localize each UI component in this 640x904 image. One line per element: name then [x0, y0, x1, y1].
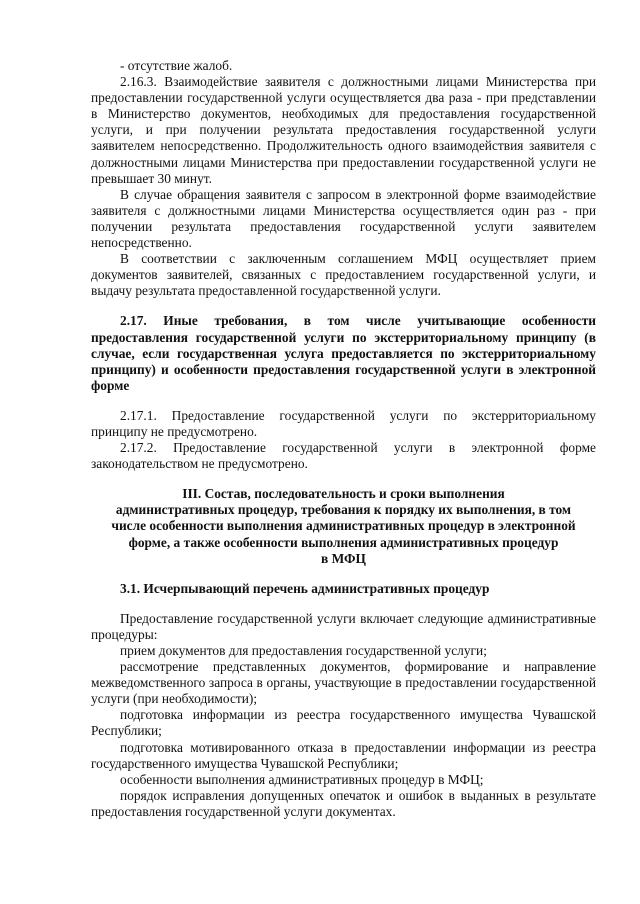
- paragraph-2-17-2: 2.17.2. Предоставление государственной услуги в электронной форме законодательством не предусмотрено.: [91, 440, 596, 472]
- document-page: [91, 58, 596, 820]
- list-item: порядок исправления допущенных опечаток и ошибок в выданных в результате предоставления государственной услуги документах.: [91, 787, 596, 819]
- list-item: особенности выполнения административных процедур в МФЦ;: [120, 771, 484, 787]
- section-iii-title-line: в МФЦ: [321, 550, 366, 566]
- section-iii-title-line: административных процедур, требования к порядку их выполнения, в том: [115, 502, 572, 518]
- paragraph-2-16-3: 2.16.3. Взаимодействие заявителя с должностными лицами Министерства при предоставлении государственной услуги осуществляется два раза - при представлении в Министерство документов, необходимых для предоставления государственной услуги, и при получении результата предоставления государственной услуги заявителем непосредственно. Продолжительность одного взаимодействия заявителя с должностными лицами Министерства при предоставлении государственной услуги не превышает 30 минут.: [91, 74, 596, 186]
- list-item: прием документов для предоставления государственной услуги;: [120, 643, 487, 658]
- paragraph-no-complaints: - отсутствие жалоб.: [120, 58, 233, 73]
- paragraph-electronic-interaction: В случае обращения заявителя с запросом в электронной форме взаимодействие заявителя с должностными лицами Министерства осуществляется один раз - при получении результата предоставления государственной услуги заявителем непосредственно.: [91, 186, 596, 251]
- section-iii-title-line: III. Состав, последовательность и сроки выполнения: [182, 486, 505, 502]
- heading-2-17: 2.17. Иные требования, в том числе учитывающие особенности предоставления государственной услуги по экстерриториальному принципу (в случае, если государственная услуга предоставляется по экстерриториальному принципу) и особенности предоставления государственной услуги в электронной форме: [91, 313, 596, 393]
- section-iii-title: [91, 486, 596, 566]
- list-item: подготовка информации из реестра государственного имущества Чувашской Республики;: [91, 707, 596, 739]
- paragraph-3-1-intro: Предоставление государственной услуги включает следующие административные процедуры:: [91, 610, 596, 642]
- section-iii-title-line: форме, а также особенности выполнения административных процедур: [128, 534, 559, 550]
- paragraph-mfc-agreement: В соответствии с заключенным соглашением МФЦ осуществляет прием документов заявителей, связанных с предоставлением государственной услуги, и выдачу результата предоставленной государственной услуги.: [91, 251, 596, 299]
- section-iii-title-line: числе особенности выполнения административных процедур в электронной: [111, 518, 576, 534]
- list-item: рассмотрение представленных документов, формирование и направление межведомственного запроса в органы, участвующие в предоставлении государственной услуги (при необходимости);: [91, 659, 596, 707]
- list-item: подготовка мотивированного отказа в предоставлении информации из реестра государственного имущества Чувашской Республики;: [91, 739, 596, 771]
- paragraph-2-17-1: 2.17.1. Предоставление государственной услуги по экстерриториальному принципу не предусмотрено.: [91, 407, 596, 439]
- heading-3-1: 3.1. Исчерпывающий перечень административных процедур: [120, 580, 490, 596]
